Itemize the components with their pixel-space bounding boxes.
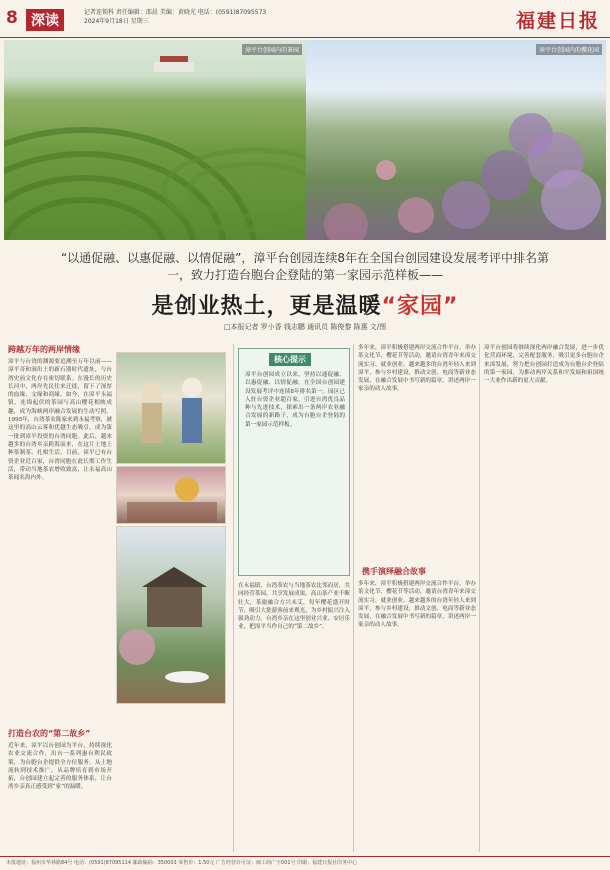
subhead-hometown: 打造台农的“第二故乡” (8, 729, 91, 738)
subhead-stories: 携手演绎融合故事 (362, 567, 426, 576)
article-byline: □本报记者 罗小香 钱志鹏 通讯员 陈俊黎 陈惠 文/图 (223, 323, 387, 331)
meta-editors: 记者连锁科 责任编辑：邵晨 美编：黄晓光 电话：(0591)87095573 (84, 9, 267, 16)
page-footer: 本报地址：福州市华林路84号 电话：(0591)87095114 邮政编码：350003 零售价：1.50元 广告经营许可证：闽工商广字001号 印刷：福建日报社印务中心 (0, 856, 610, 870)
article-headline (60, 289, 550, 320)
lion-dance-illustration (117, 467, 226, 524)
article-lead: “以通促融、以惠促融、以情促融”，漳平台创园连续8年在全国台创园建设发展考评中排名第一，致力打造台胞台企登陆的第一家园示范样板—— (60, 251, 550, 282)
left-photo-caption: 漳平台创园内的茶园 (242, 44, 302, 55)
village-house-illustration (117, 527, 226, 704)
tea-pickers-illustration (117, 353, 226, 464)
column-divider (353, 344, 354, 852)
key-points-box (238, 348, 350, 576)
tea-garden-photo (4, 40, 306, 240)
headline-accent: “家园” (381, 294, 459, 319)
column-3-text: 在永福镇，台湾茶农与当地茶农比邻而居，共同经营茶园，共享发展成果。高山茶产业不断壮大，茶旅融合方兴未艾，每年樱花盛开时节，吸引大批游客前来观光，为乡村振兴注入强劲动力。台湾乡亲在这里创业兴业、安居乐业，把漳平当作自己的“第二故乡”。 (238, 583, 350, 631)
subhead-history: 跨越万年的两岸情缘 (8, 345, 80, 354)
header-meta (84, 8, 266, 26)
column-divider (479, 344, 480, 852)
headline-main: 是创业热土，更是温暖 (151, 294, 382, 319)
meta-date: 2024年9月18日 星期三 (84, 18, 149, 25)
section-label: 深读 (26, 9, 64, 31)
blossom-illustration (306, 40, 606, 240)
column-5-text: 漳平台创园将继续深化两岸融合发展，进一步优化营商环境，完善配套服务，吸引更多台胞台企来漳发展，努力把台创园打造成为台胞台企登陆的第一家园，为推动两岸关系和平发展和祖国统一大业作出新的更大贡献。 (484, 345, 604, 385)
masthead-logo: 福建日报 (515, 10, 600, 32)
tea-rows-illustration (4, 40, 306, 240)
page-number: 8 (6, 8, 18, 28)
farmers-photo (116, 352, 226, 464)
column-4b-text: 多年来，漳平积极搭建两岸交流合作平台，举办茶文化节、樱花节等活动，邀请台湾青年来漳交流实习、就业创业。越来越多的台湾年轻人来到漳平，参与乡村建设，推动文创、电商等新业态发展，在融合发展中书写新的篇章，讲述两岸一家亲的动人故事。 (358, 581, 476, 629)
page-header (0, 0, 610, 38)
key-points-text: 漳平台创园成立以来，坚持以通促融、以惠促融、以情促融，在全国台创园建设发展考评中连续8年排名第一。园区已入驻台资企业超百家，引进台湾优良品种与先进技术，探索出一条两岸农业融合发展的新路子，成为台胞台企登陆的第一家园示范样板。 (245, 372, 345, 428)
right-photo-caption: 漳平台创园内的樱花园 (536, 44, 602, 55)
village-photo (116, 526, 226, 704)
column-1b-text: 近年来，漳平以台创园为平台，持续深化农业交流合作，出台一系列惠台利民政策，为台胞台企提供全方位服务。从土地流转到技术推广，从品牌培育到市场开拓，台创园建立起完善的服务体系，让台湾乡亲真正感受到“家”的温暖。 (8, 743, 112, 791)
column-4-text: 多年来，漳平积极搭建两岸交流合作平台，举办茶文化节、樱花节等活动，邀请台湾青年来漳交流实习、就业创业。越来越多的台湾年轻人来到漳平，参与乡村建设，推动文创、电商等新业态发展，在融合发展中书写新的篇章，讲述两岸一家亲的动人故事。 (358, 345, 476, 393)
column-divider (233, 344, 234, 852)
key-points-title: 核心提示 (269, 353, 311, 366)
column-1-text: 漳平与台湾的渊源要追溯至万年以前——漳平奇和洞出土的新石器时代遗址，与台湾史前文化存在密切联系。在漫长的历史长河中，两岸先民往来迁徙，留下了深厚的血缘、文缘和商缘。如今，在漳平永福镇，连绵起伏的茶园与高山樱花相映成趣，成为海峡两岸融合发展的生动写照。1995年，台湾茶农陈家来到永福考察，被这里的高山云雾和优越生态吸引，成为第一批到漳平投资的台湾同胞。此后，越来越多的台湾乡亲跨海而来，在这片土地上种茶制茶、扎根生活。目前，漳平已有台资企业近百家，台湾同胞在此长期工作生活，带动当地茶农增收致富，让永福高山茶闻名海内外。 (8, 359, 112, 482)
cherry-blossom-photo (306, 40, 606, 240)
festival-photo (116, 466, 226, 524)
